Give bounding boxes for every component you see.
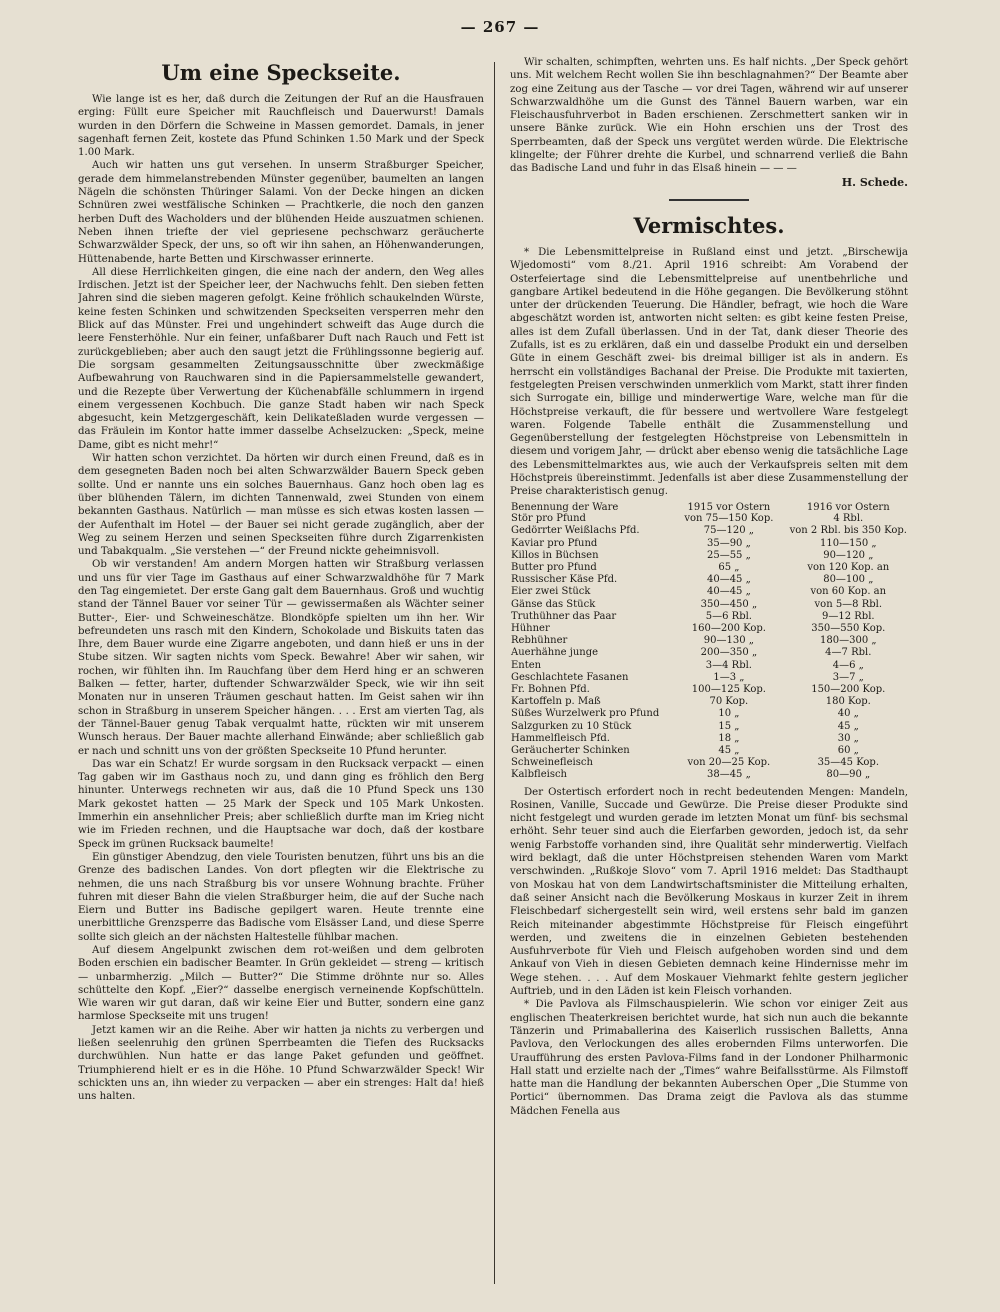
column-divider <box>494 62 495 1284</box>
paragraph: Auch wir hatten uns gut versehen. In unserm Straßburger Speicher, gerade dem himmelanstrebenden Münster gegenüber, baumelten an langen Nägeln die schönsten Thüringer Salami. Von der Decke hingen an dicken Schnüren zwei westfälische Schinken — Prachtkerle, die noch den ganzen herben Duft des Wacholders und der blühenden Heide auszuatmen schienen. Neben ihnen triefte der viel gepriesene pechschwarz geräucherte Schwarzwälder Speck, der uns, so oft wir ihn sahen, an Höhenwanderungen, Hüttenabende, harte Betten und Kirschwasser erinnerte. <box>78 160 484 265</box>
table-cell: 40 „ <box>837 708 859 720</box>
table-cell: 4—7 Rbl. <box>825 647 872 659</box>
table-cell: 80—90 „ <box>826 769 871 781</box>
paragraph: * Die Lebensmittelpreise in Rußland einst und jetzt. „Birschewija Wjedomosti“ vom 8./21. April 1916 schreibt: Am Vorabend der Osterfeiertage sind die Lebensmittelpreise auf unentbehrliche und gangbare Artikel bedeutend in die Höhe gegangen. Die Bevölkerung stöhnt unter der drückenden Teuerung. Die Händler, befragt, wie hoch die Ware abgeschätzt worden ist, antworten nicht selten: es gibt keine festen Preise, alles ist dem Zufall überlassen. Und in der Tat, dank dieser Theorie des Zufalls, ist es zu erklären, daß ein und dasselbe Produkt ein und derselben Güte in einem Geschäft zwei- bis dreimal billiger ist als in andern. Es herrscht ein vollständiges Bachanal der Preise. Die Produkte mit taxierten, festgelegten Preisen verschwinden unmerklich vom Markt, statt ihrer finden sich Surrogate ein, billige und minderwertige Ware, welche man für die Höchstpreise verkauft, die für bessere und wertvollere Ware festgelegt waren. Folgende Tabelle enthält die Zusammenstellung und Gegenüberstellung der festgelegten Höchstpreise von Lebensmitteln in diesem und vorigem Jahr, — drückt aber ebenso wenig die tatsächliche Lage des Lebensmittelmarktes aus, wie auch der Verkaufspreis selten mit dem Höchstpreis übereinstimmt. Jedenfalls ist aber diese Zusammenstellung der Preise charakteristisch genug. <box>510 246 908 498</box>
table-row <box>510 769 908 781</box>
section-separator <box>669 199 749 201</box>
table-row <box>510 721 908 733</box>
table-cell: 90—120 „ <box>823 549 874 561</box>
table-cell: Russischer Käse Pfd. <box>511 574 618 586</box>
table-cell: 3—4 Rbl. <box>705 659 752 671</box>
table-cell: Auerhähne junge <box>511 647 599 659</box>
table-cell: 10 „ <box>718 708 740 720</box>
author-signature: H. Schede. <box>841 175 908 189</box>
table-row <box>510 599 908 611</box>
table-cell: 180 Kop. <box>825 696 871 708</box>
paragraph: Ob wir verstanden! Am andern Morgen hatten wir Straßburg verlassen und uns für vier Tage im Gasthaus auf einer Schwarzwaldhöhe für 7 Mark den Tag eingemietet. Der erste Gang galt dem Bauernhaus. Groß und wuchtig stand der Tännel Bauer vor seiner Tür — gewissermaßen als Wächter seiner Butter-, Eier- und Schweineschätze. Blondköpfe spielten um ihn her. Wir befreundeten uns rasch mit den Kindern, Schokolade und Biskuits taten das Ihre, dem Bauer wurde eine Zigarre angeboten, und dann hieß er uns in der Stube sitzen. Wir sagten nichts vom Speck. Bewahre! Aber wir sahen, wir rochen, wir fühlten ihn. Im Rauchfang über dem Herd hing er an schweren Balken — fetter, harter, duftender Schwarzwälder Speck, wie wir ihn seit Monaten nur in unseren Träumen geschaut hatten. Im Geist sahen wir ihn schon in Straßburg in unserem Speicher hängen. . . . Erst am vierten Tag, als der Tännel-Bauer genug Tabak verqualmt hatte, rückten wir mit unserem Wunsch heraus. Der Bauer machte allerhand Einwände; aber schließlich gab er nach und schnitt uns von der größten Speckseite 10 Pfund herunter. <box>78 559 484 757</box>
table-cell: Fr. Bohnen Pfd. <box>511 683 590 695</box>
paragraph: Jetzt kamen wir an die Reihe. Aber wir hatten ja nichts zu verbergen und ließen seelenruhig den grünen Sperrbeamten die Tiefen des Rucksacks durchwühlen. Nun hatte er das lange Paket gefunden und geöffnet. Triumphierend hielt er es in die Höhe. 10 Pfund Schwarzwälder Speck! Wir schickten uns an, ihn wieder zu verpacken — aber ein strenges: Halt da! hieß uns halten. <box>78 1024 484 1103</box>
table-row <box>510 525 908 537</box>
paragraph: Wir schalten, schimpften, wehrten uns. Es half nichts. „Der Speck gehört uns. Mit welchem Recht wollen Sie ihn beschlagnahmen?“ Der Beamte aber zog eine Zeitung aus der Tasche — vor drei Tagen, während wir auf unserer Schwarzwaldhöhe um die Gunst des Tännel Bauern warben, war ein Fleischausfuhrverbot in Baden erschienen. Zerschmettert sanken wir in unsere Bänke zurück. Wie ein Hohn erschien uns der Trost des Sperrbeamten, daß der Speck uns vergütet werden würde. Die Elektrische klingelte; der Führer drehte die Kurbel, und schnarrend verließ die Bahn das Badische Land und fuhr in das Elsaß hinein — — — <box>510 57 908 175</box>
table-cell: Kartoffeln p. Maß <box>511 696 601 708</box>
table-cell: 35—90 „ <box>706 537 751 549</box>
paragraph: Ein günstiger Abendzug, den viele Touristen benutzen, führt uns bis an die Grenze des badischen Landes. Von dort pflegten wir die Elektrische zu nehmen, die uns nach Straßburg bis vor unsere Wohnung brachte. Früher fuhren mit dieser Bahn die vielen Straßburger heim, die auf der Suche nach Eiern und Butter ins Badische gepilgert waren. Heute trennte eine unerbittliche Grenzsperre das Badische vom Elsässer Land, und diese Sperre sollte sich gleich an der nächsten Haltestelle fühlbar machen. <box>78 851 484 943</box>
table-header: Benennung der Ware <box>511 501 619 513</box>
table-cell: 200—350 „ <box>700 647 758 659</box>
table-cell: 45 „ <box>837 720 859 732</box>
table-row <box>510 708 908 720</box>
table-row <box>510 684 908 696</box>
table-cell: 100—125 Kop. <box>691 683 766 695</box>
table-cell: 150—200 Kop. <box>811 683 886 695</box>
table-row <box>510 513 908 525</box>
table-cell: Killos in Büchsen <box>511 549 599 561</box>
table-cell: 350—450 „ <box>700 598 758 610</box>
table-cell: 65 „ <box>718 561 740 573</box>
table-cell: Hammelfleisch Pfd. <box>511 732 610 744</box>
table-cell: 38—45 „ <box>706 769 751 781</box>
table-cell: 70 Kop. <box>709 696 749 708</box>
table-row <box>510 538 908 550</box>
paragraph: All diese Herrlichkeiten gingen, die eine nach der andern, den Weg alles Irdischen. Jetzt ist der Speicher leer, der Nachwuchs fehlt. Den sieben fetten Jahren sind die sieben mageren gefolgt. Keine fröhlich schaukelnden Würste, keine festen Schinken und schwitzenden Speckseiten versperren mehr den Blick auf das Münster. Frei und ungehindert schweift das Auge durch die leere Fensterhöhle. Nur ein feiner, unfaßbarer Duft nach Rauch und Fett ist zurückgeblieben; aber auch den saugt jetzt die Frühlingssonne begierig auf. Die sorgsam gesammelten Zeitungsausschnitte über zweckmäßige Aufbewahrung von Rauchwaren sind in die Papiersammelstelle gewandert, und die Rezepte über Verwertung der Küchenabfälle schlummern in irgend einem vergessenen Kochbuch. Die ganze Stadt haben wir nach Speck abgesucht, kein Metzgergeschäft, kein Delikateßladen wurde vergessen — das Fräulein im Kontor hatte immer dasselbe Achselzucken: „Speck, meine Dame, gibt es nicht mehr!“ <box>78 266 484 451</box>
table-row <box>510 660 908 672</box>
table-header: 1916 vor Ostern <box>806 501 890 513</box>
table-row <box>510 611 908 623</box>
table-cell: Kaviar pro Pfund <box>511 537 598 549</box>
table-cell: Kalbfleisch <box>511 769 567 781</box>
table-cell: von 75—150 Kop. <box>684 513 774 525</box>
table-row <box>510 672 908 684</box>
table-cell: 5—6 Rbl. <box>705 610 752 622</box>
table-row <box>510 647 908 659</box>
table-cell: Gedörrter Weißlachs Pfd. <box>511 525 640 537</box>
table-cell: 80—100 „ <box>823 574 874 586</box>
table-cell: 9—12 Rbl. <box>822 610 875 622</box>
table-cell: 75—120 „ <box>703 525 754 537</box>
table-cell: Butter pro Pfund <box>511 561 597 573</box>
table-row <box>510 757 908 769</box>
table-cell: 180—300 „ <box>820 635 877 647</box>
table-cell: Rebhühner <box>511 635 568 647</box>
table-cell: 15 „ <box>718 720 740 732</box>
table-row <box>510 586 908 598</box>
paragraph: * Die Pavlova als Filmschauspielerin. Wie schon vor einiger Zeit aus englischen Theaterkreisen berichtet wurde, hat sich nun auch die bekannte Tänzerin und Primaballerina des Kaiserlich russischen Balletts, Anna Pavlova, den Verlockungen des alles erobernden Films unterworfen. Die Uraufführung des ersten Pavlova-Films fand in der Londoner Philharmonic Hall statt und erzielte nach der „Times“ wahre Beifallsstürme. Als Filmstoff hatte man die Handlung der bekannten Auberschen Oper „Die Stumme von Portici“ übernommen. Das Drama zeigt die Pavlova als das stumme Mädchen Fenella aus <box>510 999 908 1117</box>
table-row <box>510 574 908 586</box>
table-cell: Gänse das Stück <box>511 598 596 610</box>
table-cell: Schweinefleisch <box>511 757 593 769</box>
paragraph: Wir hatten schon verzichtet. Da hörten wir durch einen Freund, daß es in dem gesegneten Baden noch bei alten Schwarzwälder Bauern Speck geben sollte. Und er nannte uns ein solches Bauernhaus. Ganz hoch oben lag es über blühenden Tälern, im dichten Tannenwald, zwei Stunden von einem bekannten Gasthaus. Natürlich — man müsse es sich etwas kosten lassen — der Aufenthalt im Hotel — der Bauer sei nicht gerade zugänglich, aber der Weg zu seinem Herzen und seinen Speckseiten führe durch Zigarrenkisten und Tabakqualm. „Sie verstehen —“ der Freund nickte geheimnisvoll. <box>78 453 484 558</box>
price-table <box>510 502 908 782</box>
table-cell: 30 „ <box>837 732 859 744</box>
table-cell: 45 „ <box>718 744 740 756</box>
table-header-row <box>510 502 908 514</box>
table-cell: von 120 Kop. an <box>807 561 890 573</box>
table-cell: 4—6 „ <box>832 659 864 671</box>
table-cell: 35—45 Kop. <box>817 757 879 769</box>
price-table-body <box>510 513 908 781</box>
table-cell: von 60 Kop. an <box>810 586 887 598</box>
table-cell: Geschlachtete Fasanen <box>511 671 629 683</box>
paragraph: Wie lange ist es her, daß durch die Zeitungen der Ruf an die Hausfrauen erging: Füllt eure Speicher mit Rauchfleisch und Dauerwurst! Damals wurden in den Dörfern die Schweine in Massen gemordet. Damals, in jener sagenhaft fernen Zeit, kostete das Pfund Schinken 1.50 Mark und der Speck 1.00 Mark. <box>78 94 484 159</box>
table-cell: 4 Rbl. <box>833 513 864 525</box>
table-cell: 60 „ <box>837 744 859 756</box>
paragraph: Das war ein Schatz! Er wurde sorgsam in den Rucksack verpackt — einen Tag gaben wir im Gasthaus noch zu, und dann ging es fröhlich den Berg hinunter. Unterwegs rechneten wir aus, daß die 10 Pfund Speck uns 130 Mark gekostet hatten — 25 Mark der Speck und 105 Mark Unkosten. Immerhin ein ansehnlicher Preis; aber schließlich durfte man im Krieg nicht wie im Frieden rechnen, und die Hauptsache war doch, daß der kostbare Speck im grünen Rucksack baumelte! <box>78 758 484 850</box>
table-row <box>510 733 908 745</box>
table-cell: von 2 Rbl. bis 350 Kop. <box>789 525 907 537</box>
table-cell: 25—55 „ <box>706 549 751 561</box>
table-row <box>510 623 908 635</box>
table-cell: Enten <box>511 659 542 671</box>
table-cell: von 20—25 Kop. <box>687 757 771 769</box>
table-row <box>510 635 908 647</box>
table-cell: Süßes Wurzelwerk pro Pfund <box>511 708 660 720</box>
table-row <box>510 550 908 562</box>
table-cell: 350—550 Kop. <box>811 622 886 634</box>
table-cell: 40—45 „ <box>706 586 751 598</box>
table-row <box>510 562 908 574</box>
table-row <box>510 696 908 708</box>
page-number: — 267 — <box>460 18 540 36</box>
table-cell: 1—3 „ <box>713 671 745 683</box>
table-cell: Stör pro Pfund <box>511 513 586 525</box>
table-cell: Eier zwei Stück <box>511 586 591 598</box>
table-cell: 3—7 „ <box>832 671 864 683</box>
article-title: Um eine Speckseite. <box>161 60 401 85</box>
paragraph: Der Ostertisch erfordert noch in recht bedeutenden Mengen: Mandeln, Rosinen, Vanille, Succade und Gewürze. Die Preise dieser Produkte sind nicht festgelegt und wurden gerade im letzten Monat um fünf- bis sechsmal erhöht. Sehr teuer sind auch die Eierfarben geworden, jedoch ist, da sehr wenig Farbstoffe vorhanden sind, ihre Qualität sehr minderwertig. Vielfach wird beklagt, daß die unter Höchstpreisen stehenden Waren vom Markt verschwinden. „Rußkoje Slovo“ vom 7. April 1916 meldet: Das Stadthaupt von Moskau hat von dem Landwirtschaftsminister die Mitteilung erhalten, daß seiner Ansicht nach die Bevölkerung Moskaus in kurzer Zeit in ihrem Fleischbedarf sichergestellt sein wird, weil erstens sehr bald im ganzen Reich miteinander abgestimmte Höchstpreise für Fleisch eingeführt werden, und zweitens die in einzelnen Gebieten bestehenden Ausfuhrverbote für Vieh und Fleisch aufgehoben worden sind und dem Ankauf von Vieh in diesen Gebieten demnach keine Hindernisse mehr im Wege stehen. . . . Auf dem Moskauer Viehmarkt fehlte gestern jeglicher Auftrieb, und in den Läden ist kein Fleisch vorhanden. <box>510 786 908 998</box>
table-cell: 110—150 „ <box>820 537 877 549</box>
right-column <box>510 56 908 1296</box>
left-column <box>78 56 484 1296</box>
table-header: 1915 vor Ostern <box>687 501 771 513</box>
paragraph: Auf diesem Angelpunkt zwischen dem rot-weißen und dem gelbroten Boden erschien ein badischer Beamter. In Grün gekleidet — streng — kritisch — unbarmherzig. „Milch — Butter?“ Die Stimme dröhnte nur so. Alles schüttelte den Kopf. „Eier?“ dasselbe energisch verneinende Kopfschütteln. Wie waren wir gut daran, daß wir keine Eier und Butter, sondern eine ganz harmlose Speckseite mit uns trugen! <box>78 945 484 1023</box>
table-cell: 90—130 „ <box>703 635 754 647</box>
section-title: Vermischtes. <box>633 212 785 238</box>
table-cell: Salzgurken zu 10 Stück <box>511 720 632 732</box>
table-cell: Truthühner das Paar <box>511 610 617 622</box>
table-cell: Hühner <box>511 622 550 634</box>
table-cell: 18 „ <box>718 732 740 744</box>
table-cell: Geräucherter Schinken <box>511 744 630 756</box>
table-cell: 160—200 Kop. <box>691 622 766 634</box>
table-row <box>510 745 908 757</box>
table-cell: 40—45 „ <box>706 574 751 586</box>
table-cell: von 5—8 Rbl. <box>814 598 883 610</box>
